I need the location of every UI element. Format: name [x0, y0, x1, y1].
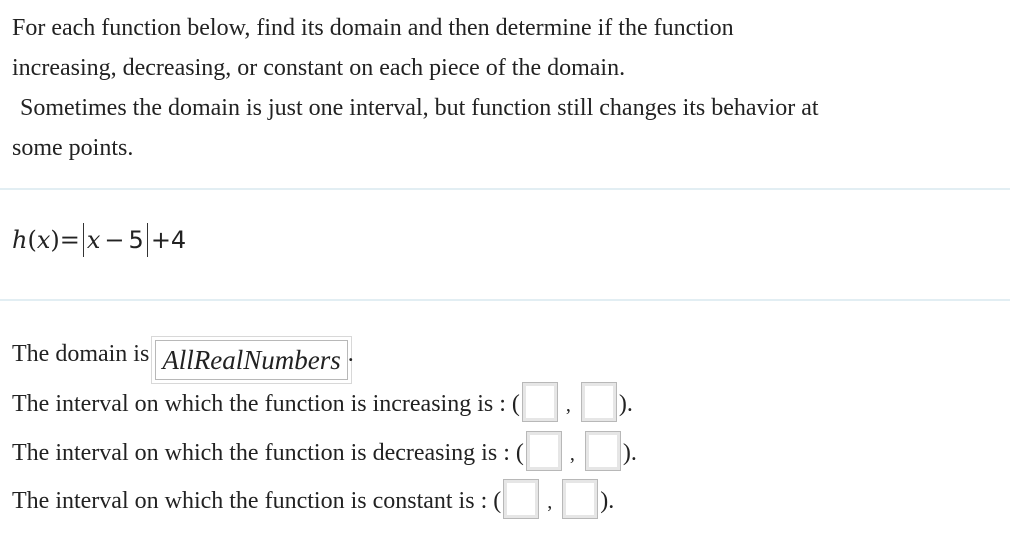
formula-inner-variable: x [86, 226, 101, 254]
constant-comma: , [547, 491, 553, 513]
increasing-close: ). [618, 391, 633, 417]
abs-bar-left [83, 223, 84, 257]
constant-end-input[interactable] [562, 479, 598, 519]
formula-equals: = [59, 226, 80, 254]
decreasing-comma: , [569, 443, 575, 465]
increasing-row [12, 382, 633, 425]
domain-label: The domain is [12, 341, 150, 367]
constant-start-input[interactable] [503, 479, 539, 519]
domain-answer-field[interactable]: AllRealNumbers [155, 340, 347, 380]
constant-row [12, 479, 614, 522]
instructions-line-1: For each function below, find its domain and then determine if the function [12, 15, 734, 41]
divider-top [0, 188, 1010, 190]
decreasing-label: The interval on which the function is decreasing is : ( [12, 440, 524, 466]
divider-bottom [0, 299, 1010, 301]
increasing-label: The interval on which the function is increasing is : ( [12, 391, 520, 417]
formula-close-paren: ) [50, 226, 60, 254]
domain-row [12, 334, 354, 380]
function-formula [12, 220, 186, 260]
instructions-line-4: some points. [12, 135, 134, 161]
instructions-line-2: increasing, decreasing, or constant on each piece of the domain. [12, 55, 626, 81]
formula-five: 5 [128, 226, 144, 254]
increasing-start-input[interactable] [522, 382, 558, 422]
constant-label: The interval on which the function is constant is : ( [12, 488, 502, 514]
decreasing-start-input[interactable] [526, 431, 562, 471]
formula-variable: x [36, 226, 51, 254]
function-name: h [12, 226, 28, 254]
instructions [12, 8, 997, 168]
instructions-line-3: Sometimes the domain is just one interval, but function still changes its behavior at [20, 95, 819, 121]
formula-minus: − [104, 226, 125, 254]
constant-close: ). [600, 488, 615, 514]
decreasing-close: ). [622, 440, 637, 466]
formula-plus: + [150, 226, 171, 254]
abs-bar-right [147, 223, 148, 257]
decreasing-end-input[interactable] [585, 431, 621, 471]
formula-four: 4 [170, 226, 187, 254]
increasing-comma: , [565, 394, 571, 416]
formula-open-paren: ( [27, 226, 37, 254]
increasing-end-input[interactable] [581, 382, 617, 422]
decreasing-row [12, 431, 637, 474]
domain-period: . [347, 341, 354, 367]
